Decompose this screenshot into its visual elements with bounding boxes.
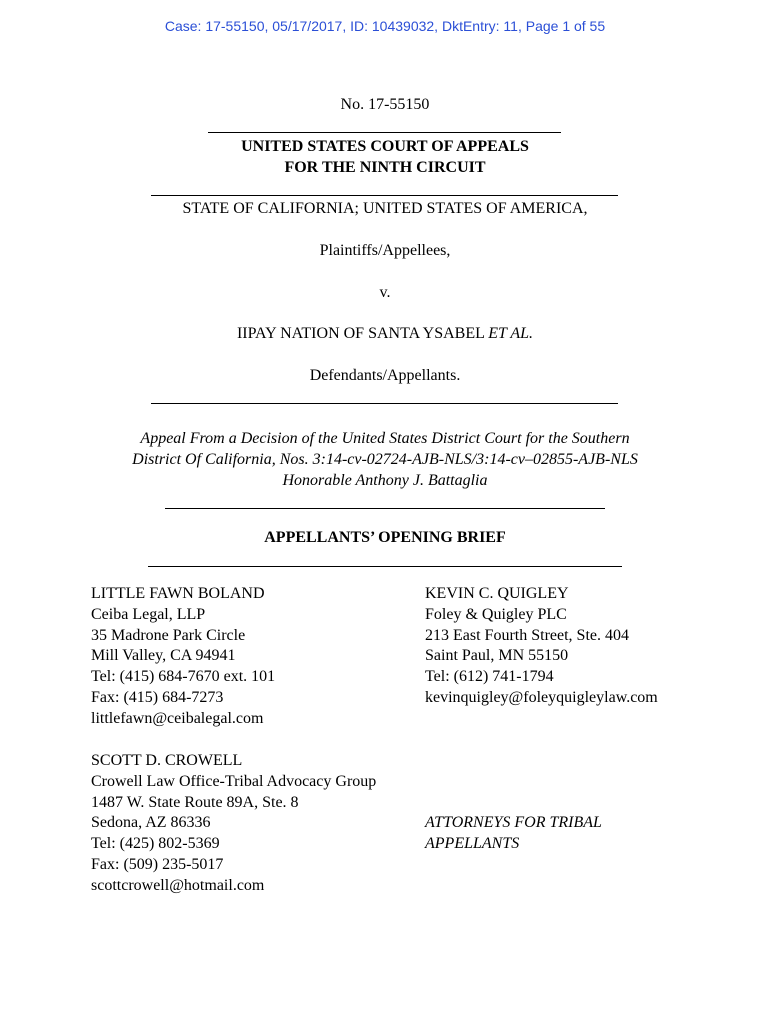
appeal-line1: Appeal From a Decision of the United States District Court for the Southern [140, 430, 630, 447]
rule-divider [148, 566, 622, 567]
court-name-line1: UNITED STATES COURT OF APPEALS [241, 138, 529, 155]
counsel-email: littlefawn@ceibalegal.com [91, 709, 264, 727]
counsel-firm: Ceiba Legal, LLP [91, 605, 206, 623]
counsel-phone: Tel: (425) 802-5369 [91, 835, 220, 853]
counsel-firm: Crowell Law Office-Tribal Advocacy Group [91, 772, 377, 790]
rule-divider [151, 195, 618, 196]
court-name-line2: FOR THE NINTH CIRCUIT [284, 159, 486, 176]
counsel-address: Sedona, AZ 86336 [91, 814, 211, 832]
counsel-name: SCOTT D. CROWELL [91, 752, 243, 769]
counsel-fax: Fax: (509) 235-5017 [91, 855, 224, 873]
plaintiffs-names: STATE OF CALIFORNIA; UNITED STATES OF AMERICA, [182, 200, 588, 217]
defendants-role: Defendants/Appellants. [309, 367, 461, 384]
counsel-phone: Tel: (415) 684-7670 ext. 101 [91, 668, 276, 686]
counsel-address: Saint Paul, MN 55150 [425, 647, 569, 665]
defendants-names [0, 323, 770, 344]
counsel-address: 1487 W. State Route 89A, Ste. 8 [91, 793, 299, 811]
counsel-name: KEVIN C. QUIGLEY [425, 585, 569, 602]
counsel-block-boland [91, 584, 275, 730]
counsel-name: LITTLE FAWN BOLAND [91, 585, 265, 602]
attorneys-for-line1: ATTORNEYS FOR TRIBAL [425, 814, 602, 831]
counsel-firm: Foley & Quigley PLC [425, 605, 567, 623]
rule-divider [208, 132, 561, 133]
defendants-et-al: ET AL. [488, 325, 534, 342]
counsel-phone: Tel: (612) 741-1794 [425, 668, 554, 686]
appeal-line3: Honorable Anthony J. Battaglia [282, 472, 488, 489]
attorneys-for-line2: APPELLANTS [425, 834, 520, 852]
counsel-address: Mill Valley, CA 94941 [91, 647, 236, 665]
case-number: No. 17-55150 [340, 96, 430, 113]
docket-header-stamp: Case: 17-55150, 05/17/2017, ID: 10439032, DktEntry: 11, Page 1 of 55 [164, 18, 606, 34]
counsel-address: 35 Madrone Park Circle [91, 626, 246, 644]
rule-divider [165, 508, 605, 509]
counsel-address: 213 East Fourth Street, Ste. 404 [425, 626, 629, 644]
counsel-email: kevinquigley@foleyquigleylaw.com [425, 688, 658, 706]
counsel-email: scottcrowell@hotmail.com [91, 876, 265, 894]
counsel-block-quigley [425, 584, 658, 709]
appeal-line2: District Of California, Nos. 3:14-cv-02724-AJB-NLS/3:14-cv–02855-AJB-NLS [132, 451, 638, 468]
plaintiffs-role: Plaintiffs/Appellees, [319, 242, 451, 259]
counsel-block-crowell [91, 751, 376, 897]
defendants-name: IIPAY NATION OF SANTA YSABEL [236, 325, 489, 342]
rule-divider [151, 403, 618, 404]
counsel-fax: Fax: (415) 684-7273 [91, 688, 224, 706]
versus: v. [379, 284, 391, 301]
brief-title: APPELLANTS’ OPENING BRIEF [264, 529, 506, 546]
attorneys-for-label [425, 813, 602, 855]
